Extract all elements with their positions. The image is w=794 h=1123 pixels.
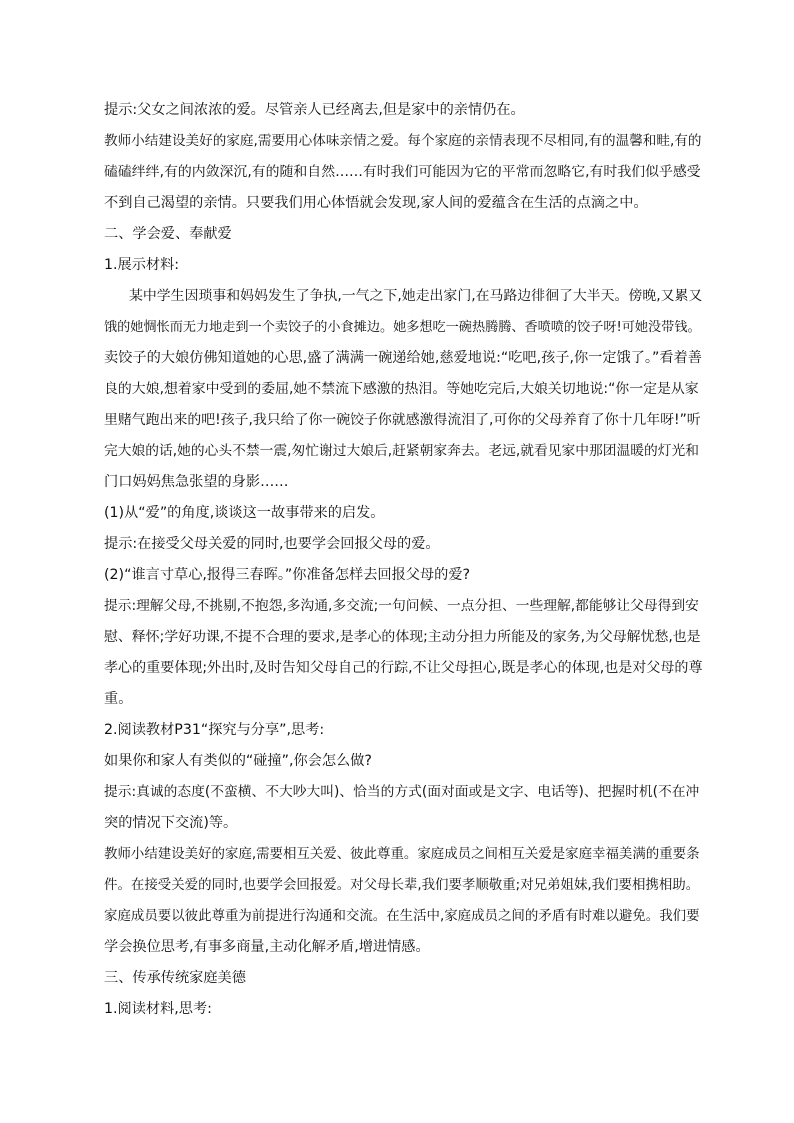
- text-line: 某中学生因琐事和妈妈发生了争执,一气之下,她走出家门,在马路边徘徊了大半天。傍晚,又累又: [129, 288, 703, 304]
- text-line: 如果你和家人有类似的“碰撞”,你会怎么做?: [104, 753, 372, 769]
- text-line: 孝心的重要体现;外出时,及时告知父母自己的行踪,不让父母担心,既是孝心的体现,也是对父母的尊: [104, 660, 703, 676]
- text-line: 提示:真诚的态度(不蛮横、不大吵大叫)、恰当的方式(面对面或是文字、电话等)、把握时机(不在冲: [104, 784, 700, 800]
- text-line: 家庭成员要以彼此尊重为前提进行沟通和交流。在生活中,家庭成员之间的矛盾有时难以避免。我们要: [104, 909, 700, 924]
- text-line: 2.阅读教材P31“探究与分享”,思考:: [104, 722, 325, 738]
- text-line: 提示:理解父母,不挑剔,不抱怨,多沟通,多交流;一句问候、一点分担、一些理解,都能够让父母得到安: [104, 598, 699, 614]
- text-line: 1.阅读材料,思考:: [104, 1001, 212, 1017]
- text-line: 提示:父女之间浓浓的爱。尽管亲人已经离去,但是家中的亲情仍在。: [104, 102, 525, 118]
- text-line: 里赌气跑出来的吧!孩子,我只给了你一碗饺子你就感激得流泪了,可你的父母养育了你十几年呀!”听: [104, 412, 701, 428]
- text-line: 卖饺子的大娘仿佛知道她的心思,盛了满满一碗递给她,慈爱地说:“吃吧,孩子,你一定饿了。”看着善: [104, 350, 702, 366]
- text-line: 提示:在接受父母关爱的同时,也要学会回报父母的爱。: [104, 536, 440, 552]
- text-line: 教师小结建设美好的家庭,需要用心体味亲情之爱。每个家庭的亲情表现不尽相同,有的温馨和畦,有的: [104, 133, 702, 149]
- text-line: 门口妈妈焦急张望的身影……: [104, 474, 289, 490]
- text-line: 突的情况下交流)等。: [104, 815, 238, 831]
- text-line: 教师小结建设美好的家庭,需要相互关爱、彼此尊重。家庭成员之间相互关爱是家庭幸福美满的重要条: [104, 847, 700, 862]
- text-line: 1.展示材料:: [104, 257, 180, 273]
- text-line: 不到自己渴望的亲情。只要我们用心体悟就会发现,家人间的爱蕴含在生活的点滴之中。: [104, 195, 648, 211]
- text-line: 学会换位思考,有事多商量,主动化解矛盾,增进情感。: [104, 939, 430, 955]
- text-line: 饿的她惆怅而无力地走到一个卖饺子的小食摊边。她多想吃一碗热腾腾、香喷喷的饺子呀!可她没带钱。: [104, 320, 701, 335]
- text-line: 磕磕绊绊,有的内敛深沉,有的随和自然……有时我们可能因为它的平常而忽略它,有时我们似乎感受: [104, 164, 701, 180]
- text-line: 良的大娘,想着家中受到的委屈,她不禁流下感激的热泪。等她吃完后,大娘关切地说:“你一定是从家: [104, 381, 699, 397]
- text-line: (1)从“爱”的角度,谈谈这一故事带来的启发。: [104, 505, 385, 521]
- text-line: 件。在接受关爱的同时,也要学会回报爱。对父母长辈,我们要孝顺敬重;对兄弟姐妹,我们要相携相助。: [104, 878, 700, 893]
- text-line: 慰、释怀;学好功课,不提不合理的要求,是孝心的体现;主动分担力所能及的家务,为父母解忧愁,也是: [104, 629, 701, 645]
- document-body: [104, 95, 704, 1025]
- text-line: 完大娘的话,她的心头不禁一震,匆忙谢过大娘后,赶紧朝家奔去。老远,就看见家中那团温暖的灯光和: [104, 443, 699, 459]
- text-line: 三、传承传统家庭美德: [104, 970, 246, 986]
- text-line: 重。: [104, 691, 133, 707]
- text-line: 二、学会爱、奉献爱: [104, 226, 232, 242]
- text-line: (2)“谁言寸草心,报得三春晖。”你准备怎样去回报父母的爱?: [104, 567, 471, 583]
